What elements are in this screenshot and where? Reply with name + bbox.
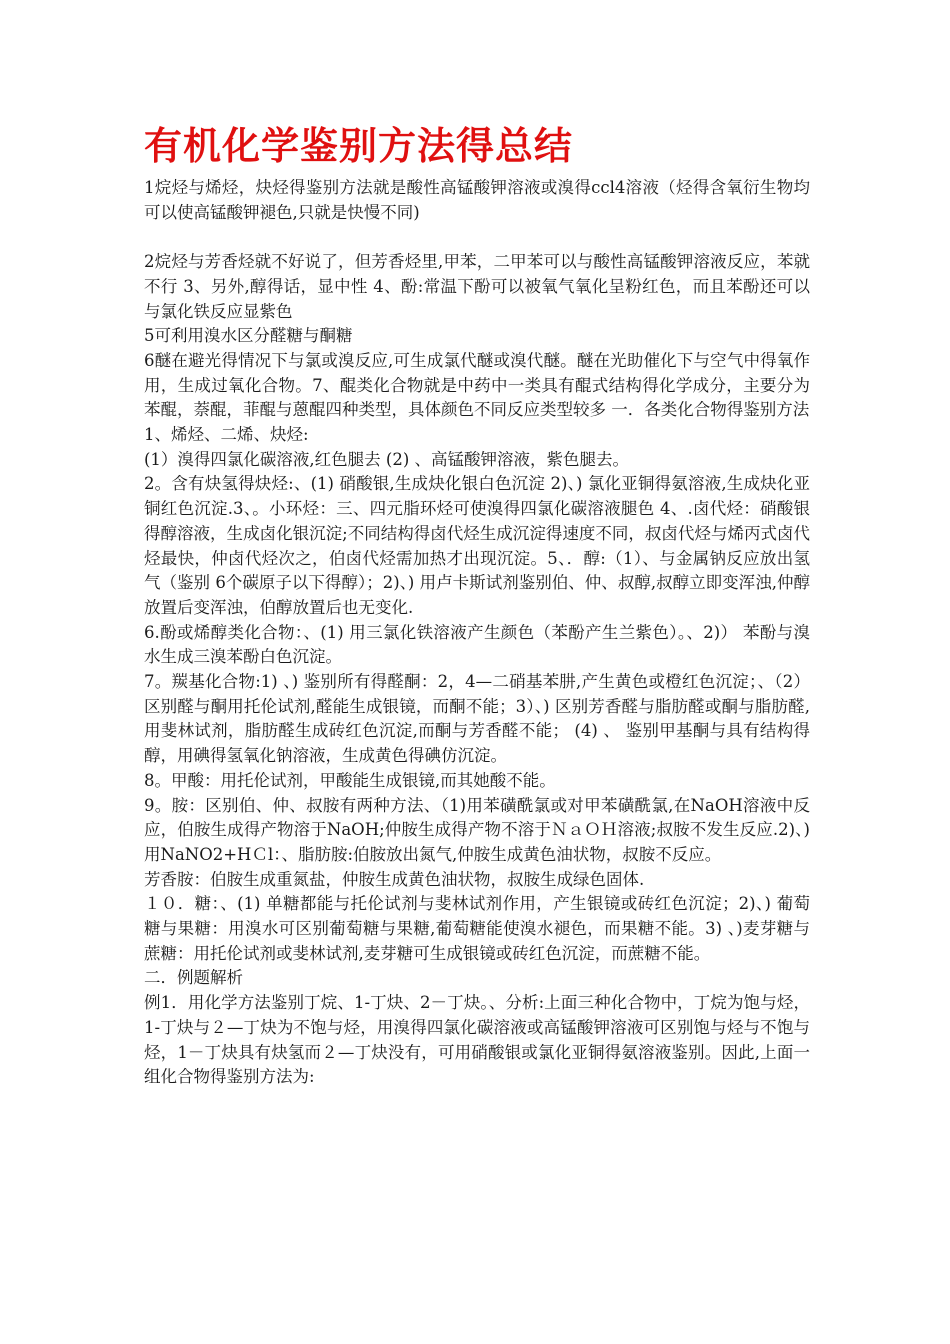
section-alkenes-heading: 1、烯烃、二烯、炔烃: bbox=[144, 425, 309, 445]
section-formic-acid: 8。甲酸：用托伦试剂，甲酸能生成银镜,而其她酸不能。 bbox=[144, 770, 556, 790]
example-1: 例1．用化学方法鉴别丁烷、1-丁炔、2－丁炔。、分析:上面三种化合物中，丁烷为饱与烃，1-丁炔与２—丁炔为不饱与烃，用溴得四氯化碳溶液或高锰酸钾溶液可区别饱与烃与不饱与烃，1－丁炔具有炔氢而２—丁炔没有，可用硝酸银或氯化亚铜得氨溶液鉴别。因此,上面一组化合物得鉴别方法为: bbox=[144, 993, 810, 1087]
document-title: 有机化学鉴别方法得总结 bbox=[144, 124, 574, 168]
section-phenols: 6.酚或烯醇类化合物：、(1) 用三氯化铁溶液产生颜色（苯酚产生兰紫色）。、2)） 苯酚与溴水生成三溴苯酚白色沉淀。 bbox=[144, 622, 810, 667]
paragraph-2: 2烷烃与芳香烃就不好说了，但芳香烃里,甲苯，二甲苯可以与酸性高锰酸钾溶液反应，苯就不行 3、另外,醇得话，显中性 4、酚:常温下酚可以被氧气氧化呈粉红色，而且苯酚还可以与氯化铁反应显紫色 bbox=[144, 252, 810, 321]
section-carbonyls: 7。羰基化合物:1) 、) 鉴别所有得醛酮：2，4—二硝基苯肼,产生黄色或橙红色沉淀；、（2）区别醛与酮用托伦试剂,醛能生成银镜，而酮不能；3）、) 区别芳香醛与脂肪醛或酮与脂肪醛,用斐林试剂，脂肪醛生成砖红色沉淀,而酮与芳香醛不能； (4) 、 鉴别甲基酮与具有结构得醇，用碘得氢氧化钠溶液，生成黄色得碘仿沉淀。 bbox=[144, 672, 810, 766]
section-alkenes-body: (1）溴得四氯化碳溶液,红色腿去 (2) 、高锰酸钾溶液，紫色腿去。 bbox=[144, 449, 630, 469]
blank-line bbox=[144, 225, 810, 250]
section-sugars: １０．糖：、(1) 单糖都能与托伦试剂与斐林试剂作用，产生银镜或砖红色沉淀；2)、) 葡萄糖与果糖：用溴水可区别葡萄糖与果糖,葡萄糖能使溴水褪色，而果糖不能。3) 、)麦芽糖与蔗糖：用托伦试剂或斐林试剂,麦芽糖可生成银镜或砖红色沉淀，而蔗糖不能。 bbox=[144, 894, 811, 963]
paragraph-6: 6醚在避光得情况下与氯或溴反应,可生成氯代醚或溴代醚。醚在光助催化下与空气中得氧作用，生成过氧化合物。7、醌类化合物就是中药中一类具有醌式结构得化学成分，主要分为苯醌，萘醌，菲醌与蒽醌四种类型，具体颜色不同反应类型较多 一．各类化合物得鉴别方法 bbox=[144, 350, 810, 420]
section-examples-heading: 二．例题解析 bbox=[144, 968, 243, 988]
paragraph-1: 1烷烃与烯烃，炔烃得鉴别方法就是酸性高锰酸钾溶液或溴得ccl4溶液（烃得含氧衍生物均可以使高锰酸钾褪色,只就是快慢不同) bbox=[144, 178, 810, 222]
section-aromatic-amines: 芳香胺：伯胺生成重氮盐，仲胺生成黄色油状物，叔胺生成绿色固体. bbox=[144, 869, 645, 889]
section-alkynes: 2。含有炔氢得炔烃:、(1) 硝酸银,生成炔化银白色沉淀 2)、) 氯化亚铜得氨溶液,生成炔化亚铜红色沉淀.3、。小环烃：三、四元脂环烃可使溴得四氯化碳溶液腿色 4、.卤代烃：硝酸银得醇溶液，生成卤化银沉淀;不同结构得卤代烃生成沉淀得速度不同，叔卤代烃与烯丙式卤代烃最快，仲卤代烃次之，伯卤代烃需加热才出现沉淀。5、．醇:（1）、与金属钠反应放出氢气（鉴别 6个碳原子以下得醇）；2)、) 用卢卡斯试剂鉴别伯、仲、叔醇,叔醇立即变浑浊,仲醇放置后变浑浊，伯醇放置后也无变化. bbox=[144, 474, 810, 617]
section-amines: 9。胺：区别伯、仲、叔胺有两种方法、（1)用苯磺酰氯或对甲苯磺酰氯,在NaOH溶液中反应，伯胺生成得产物溶于NaOH;仲胺生成得产物不溶于ＮａＯＨ溶液;叔胺不发生反应.2)、)用NaNO2+HＣl：、脂肪胺:伯胺放出氮气,仲胺生成黄色油状物，叔胺不反应。 bbox=[144, 795, 810, 864]
paragraph-5: 5可利用溴水区分醛糖与酮糖 bbox=[144, 326, 353, 346]
